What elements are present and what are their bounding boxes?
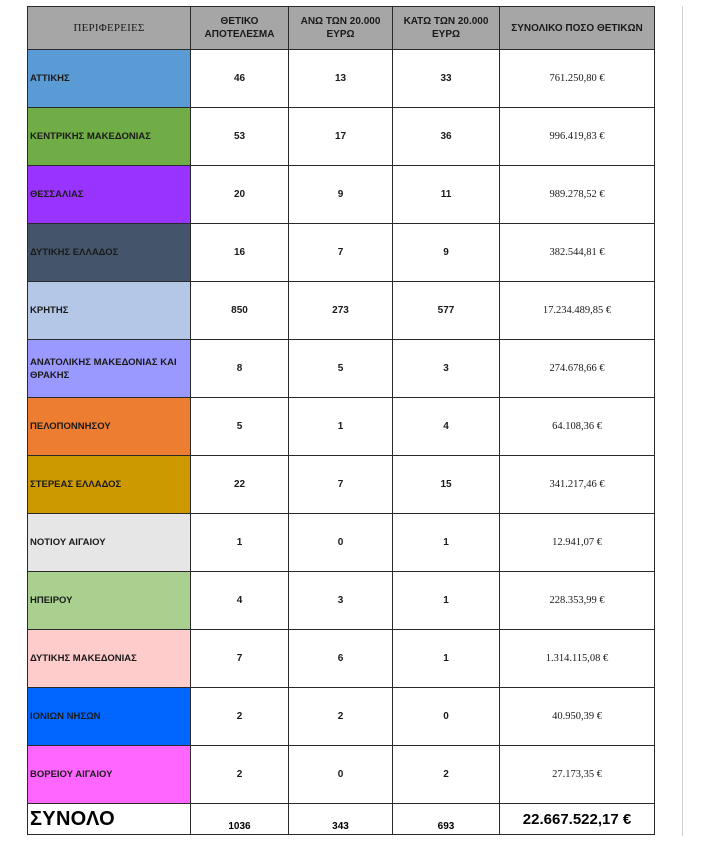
region-cell: ΚΕΝΤΡΙΚΗΣ ΜΑΚΕΔΟΝΙΑΣ <box>28 108 191 166</box>
region-cell: ΑΤΤΙΚΗΣ <box>28 50 191 108</box>
region-cell: ΑΝΑΤΟΛΙΚΗΣ ΜΑΚΕΔΟΝΙΑΣ ΚΑΙ ΘΡΑΚΗΣ <box>28 340 191 398</box>
amount-cell: 382.544,81 € <box>500 224 655 282</box>
below-20000-cell: 1 <box>393 514 500 572</box>
region-cell: ΒΟΡΕΙΟΥ ΑΙΓΑΙΟΥ <box>28 746 191 804</box>
positive-cell: 8 <box>191 340 289 398</box>
below-20000-cell: 11 <box>393 166 500 224</box>
table-row <box>28 340 655 398</box>
table-row <box>28 224 655 282</box>
above-20000-cell: 1 <box>289 398 393 456</box>
amount-cell: 12.941,07 € <box>500 514 655 572</box>
total-amount: 22.667.522,17 € <box>500 804 655 835</box>
region-cell: ΙΟΝΙΩΝ ΝΗΣΩΝ <box>28 688 191 746</box>
amount-cell: 64.108,36 € <box>500 398 655 456</box>
below-20000-cell: 36 <box>393 108 500 166</box>
positive-cell: 16 <box>191 224 289 282</box>
below-20000-cell: 1 <box>393 630 500 688</box>
positive-cell: 850 <box>191 282 289 340</box>
positive-cell: 46 <box>191 50 289 108</box>
header-total-amount: ΣΥΝΟΛΙΚΟ ΠΟΣΟ ΘΕΤΙΚΩΝ <box>500 7 655 50</box>
positive-cell: 5 <box>191 398 289 456</box>
amount-cell: 1.314.115,08 € <box>500 630 655 688</box>
amount-cell: 274.678,66 € <box>500 340 655 398</box>
amount-cell: 228.353,99 € <box>500 572 655 630</box>
header-regions: ΠΕΡΙΦΕΡΕΙΕΣ <box>28 7 191 50</box>
table-row <box>28 50 655 108</box>
above-20000-cell: 17 <box>289 108 393 166</box>
header-positive-result: ΘΕΤΙΚΟ ΑΠΟΤΕΛΕΣΜΑ <box>191 7 289 50</box>
region-cell: ΝΟΤΙΟΥ ΑΙΓΑΙΟΥ <box>28 514 191 572</box>
table-row <box>28 746 655 804</box>
positive-cell: 2 <box>191 688 289 746</box>
total-below-20000: 693 <box>393 804 500 835</box>
table-row <box>28 282 655 340</box>
positive-cell: 4 <box>191 572 289 630</box>
amount-cell: 27.173,35 € <box>500 746 655 804</box>
total-label: ΣΥΝΟΛΟ <box>28 804 191 835</box>
region-cell: ΠΕΛΟΠΟΝΝΗΣΟΥ <box>28 398 191 456</box>
table-header-row <box>28 7 655 50</box>
positive-cell: 22 <box>191 456 289 514</box>
table-row <box>28 108 655 166</box>
header-above-20000: ΑΝΩ ΤΩΝ 20.000 ΕΥΡΩ <box>289 7 393 50</box>
amount-cell: 341.217,46 € <box>500 456 655 514</box>
total-positive: 1036 <box>191 804 289 835</box>
region-cell: ΘΕΣΣΑΛΙΑΣ <box>28 166 191 224</box>
amount-cell: 989.278,52 € <box>500 166 655 224</box>
amount-cell: 40.950,39 € <box>500 688 655 746</box>
table-row <box>28 572 655 630</box>
positive-cell: 53 <box>191 108 289 166</box>
region-cell: ΚΡΗΤΗΣ <box>28 282 191 340</box>
positive-cell: 7 <box>191 630 289 688</box>
above-20000-cell: 9 <box>289 166 393 224</box>
above-20000-cell: 2 <box>289 688 393 746</box>
positive-cell: 1 <box>191 514 289 572</box>
below-20000-cell: 0 <box>393 688 500 746</box>
total-above-20000: 343 <box>289 804 393 835</box>
page-edge-line <box>682 6 683 836</box>
below-20000-cell: 15 <box>393 456 500 514</box>
header-below-20000: ΚΑΤΩ ΤΩΝ 20.000 ΕΥΡΩ <box>393 7 500 50</box>
total-row <box>28 804 655 835</box>
below-20000-cell: 1 <box>393 572 500 630</box>
table-row <box>28 514 655 572</box>
regions-results-table <box>27 6 655 835</box>
amount-cell: 761.250,80 € <box>500 50 655 108</box>
region-cell: ΣΤΕΡΕΑΣ ΕΛΛΑΔΟΣ <box>28 456 191 514</box>
below-20000-cell: 4 <box>393 398 500 456</box>
table-row <box>28 630 655 688</box>
above-20000-cell: 7 <box>289 224 393 282</box>
region-cell: ΔΥΤΙΚΗΣ ΜΑΚΕΔΟΝΙΑΣ <box>28 630 191 688</box>
above-20000-cell: 3 <box>289 572 393 630</box>
table-row <box>28 456 655 514</box>
positive-cell: 20 <box>191 166 289 224</box>
above-20000-cell: 13 <box>289 50 393 108</box>
below-20000-cell: 577 <box>393 282 500 340</box>
above-20000-cell: 6 <box>289 630 393 688</box>
table-row <box>28 688 655 746</box>
amount-cell: 996.419,83 € <box>500 108 655 166</box>
below-20000-cell: 9 <box>393 224 500 282</box>
below-20000-cell: 3 <box>393 340 500 398</box>
region-cell: ΔΥΤΙΚΗΣ ΕΛΛΑΔΟΣ <box>28 224 191 282</box>
below-20000-cell: 33 <box>393 50 500 108</box>
amount-cell: 17.234.489,85 € <box>500 282 655 340</box>
table-row <box>28 398 655 456</box>
above-20000-cell: 7 <box>289 456 393 514</box>
above-20000-cell: 273 <box>289 282 393 340</box>
region-cell: ΗΠΕΙΡΟΥ <box>28 572 191 630</box>
above-20000-cell: 5 <box>289 340 393 398</box>
below-20000-cell: 2 <box>393 746 500 804</box>
table-row <box>28 166 655 224</box>
above-20000-cell: 0 <box>289 746 393 804</box>
above-20000-cell: 0 <box>289 514 393 572</box>
positive-cell: 2 <box>191 746 289 804</box>
